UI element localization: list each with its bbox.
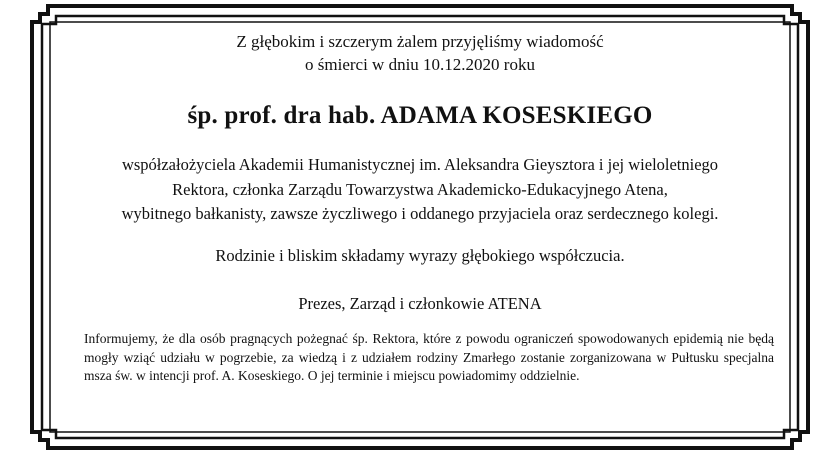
description-line-1: współzałożyciela Akademii Humanistycznej im. Aleksandra Gieysztora i jej wieloletniego — [121, 155, 719, 174]
description-line-2: Rektora, członka Zarządu Towarzystwa Akademicko-Edukacyjnego Atena, — [172, 179, 668, 199]
intro-line-2: o śmierci w dniu 10.12.2020 roku — [305, 55, 535, 74]
description-line-3: wybitnego bałkanisty, zawsze życzliwego i oddanego przyjaciela oraz serdecznego kolegi. — [121, 204, 719, 223]
signature-text: Prezes, Zarząd i członkowie ATENA — [298, 293, 542, 313]
obituary-main-text — [70, 30, 770, 315]
intro-text — [70, 30, 770, 76]
deceased-name: śp. prof. dra hab. ADAMA KOSESKIEGO — [187, 102, 653, 129]
intro-line-1: Z głębokim i szczerym żalem przyjęliśmy wiadomość — [236, 32, 604, 51]
info-paragraph: Informujemy, że dla osób pragnących pożegnać śp. Rektora, które z powodu ograniczeń spowodowanych epidemią nie będą mogły wziąć udziału w pogrzebie, za wiedzą i z udziałem rodziny Zmarłego zostanie zorganizowana w Pułtusku specjalna msza św. w intencji prof. A. Koseskiego. O jej terminie i miejscu powiadomimy oddzielnie. — [84, 331, 774, 383]
description-text — [70, 153, 770, 227]
condolence-text: Rodzinie i bliskim składamy wyrazy głębokiego współczucia. — [215, 245, 625, 265]
